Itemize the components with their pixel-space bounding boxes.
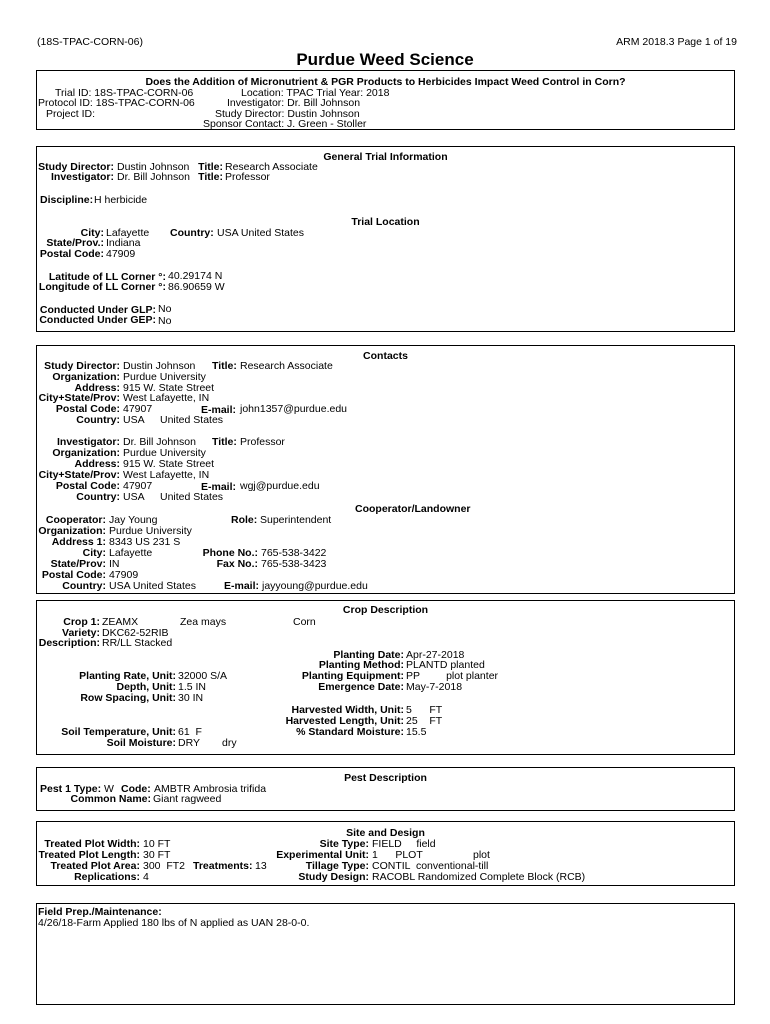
longitude-value: 86.90659 W xyxy=(168,281,225,293)
experimental-unit-desc: plot xyxy=(473,849,490,861)
trial-investigator: Investigator: Dr. Bill Johnson xyxy=(227,97,361,109)
contact-inv-postal-label: Postal Code: xyxy=(55,480,120,492)
harvested-width-value: 5 FT xyxy=(406,704,443,716)
plot-width-label: Treated Plot Width: xyxy=(44,838,140,850)
planting-rate-label: Planting Rate, Unit: xyxy=(79,670,176,682)
contact-inv-email[interactable]: wgj@purdue.edu xyxy=(240,480,320,492)
standard-moisture-label: % Standard Moisture: xyxy=(296,726,404,738)
project-id: Project ID: xyxy=(46,108,96,120)
planting-date-label: Planting Date: xyxy=(333,649,404,661)
variety-label: Variety: xyxy=(62,627,100,639)
postal-label: Postal Code: xyxy=(39,248,104,260)
contact-sd-postal: 47907 xyxy=(123,403,153,415)
contact-sd-country-name: United States xyxy=(160,414,224,426)
coop-name-label: Cooperator: xyxy=(45,514,106,526)
treatments-label: Treatments: xyxy=(193,860,253,872)
contact-sd-name: Dustin Johnson xyxy=(123,360,196,372)
coop-state: IN xyxy=(109,558,120,570)
gep-value: No xyxy=(158,315,172,327)
page-title: Purdue Weed Science xyxy=(296,50,474,69)
soil-moisture-label: Soil Moisture: xyxy=(106,737,176,749)
plot-length-label: Treated Plot Length: xyxy=(38,849,140,861)
contact-sd-city-label: City+State/Prov: xyxy=(38,392,120,404)
investigator-value: Dr. Bill Johnson xyxy=(117,171,190,183)
crop-scientific-name: Zea mays xyxy=(180,616,227,628)
coop-postal: 47909 xyxy=(109,569,139,581)
tillage-label: Tillage Type: xyxy=(305,860,369,872)
pest-type-value: W xyxy=(104,783,114,795)
coop-role-label: Role: xyxy=(231,514,258,526)
contact-inv-country: USA xyxy=(123,491,145,503)
contact-inv-org: Purdue University xyxy=(123,447,206,459)
contact-inv-country-name: United States xyxy=(160,491,224,503)
depth-label: Depth, Unit: xyxy=(116,681,176,693)
contact-inv-title: Professor xyxy=(240,436,285,448)
pest-heading: Pest Description xyxy=(344,772,427,784)
site-type-label: Site Type: xyxy=(319,838,369,850)
soil-moisture-value: DRY xyxy=(178,737,200,749)
contact-sd-addr: 915 W. State Street xyxy=(123,382,215,394)
contact-sd-country-label: Country: xyxy=(76,414,120,426)
contact-sd-title-label: Title: xyxy=(212,360,237,372)
trial-id: Trial ID: 18S-TPAC-CORN-06 xyxy=(55,87,194,99)
field-prep-text: 4/26/18-Farm Applied 180 lbs of N applied as UAN 28-0-0. xyxy=(38,917,310,929)
harvested-length-value: 25 FT xyxy=(406,715,443,727)
crop-common-name: Corn xyxy=(293,616,316,628)
contact-inv-postal: 47907 xyxy=(123,480,153,492)
experimental-unit-value: 1 PLOT xyxy=(372,849,423,861)
coop-postal-label: Postal Code: xyxy=(41,569,106,581)
contact-sd-email[interactable]: john1357@purdue.edu xyxy=(240,403,347,415)
contact-inv-name: Dr. Bill Johnson xyxy=(123,436,196,448)
standard-moisture-value: 15.5 xyxy=(406,726,427,738)
contact-inv-email-label: E-mail: xyxy=(201,481,237,493)
plot-width-value: 10 FT xyxy=(143,838,171,850)
contact-inv-addr-label: Address: xyxy=(74,458,120,470)
contacts-heading: Contacts xyxy=(363,350,408,362)
sd-title-value: Research Associate xyxy=(225,161,318,173)
trial-study-director: Study Director: Dustin Johnson xyxy=(215,108,360,120)
pest-common-value: Giant ragweed xyxy=(153,793,222,805)
soil-temp-value: 61 F xyxy=(178,726,202,738)
longitude-label: Longitude of LL Corner °: xyxy=(38,281,166,293)
country-label: Country: xyxy=(170,227,214,239)
crop-desc-label: Description: xyxy=(38,637,100,649)
row-spacing-label: Row Spacing, Unit: xyxy=(80,692,176,704)
city-value: Lafayette xyxy=(106,227,150,239)
contact-inv-addr: 915 W. State Street xyxy=(123,458,215,470)
sd-title-label: Title: xyxy=(198,161,223,173)
latitude-label: Latitude of LL Corner °: xyxy=(48,271,166,283)
coop-city-label: City: xyxy=(82,547,106,559)
coop-fax: 765-538-3423 xyxy=(261,558,327,570)
general-heading: General Trial Information xyxy=(323,151,448,163)
coop-org-label: Organization: xyxy=(38,525,106,537)
planting-rate-value: 32000 S/A xyxy=(178,670,228,682)
coop-email-label: E-mail: xyxy=(224,580,260,592)
plot-length-value: 30 FT xyxy=(143,849,171,861)
planting-method-value: PLANTD planted xyxy=(406,659,485,671)
planting-date-value: Apr-27-2018 xyxy=(406,649,465,661)
plot-area-value: 300 FT2 xyxy=(143,860,186,872)
trial-sponsor: Sponsor Contact: J. Green - Stoller xyxy=(203,118,367,130)
coop-fax-label: Fax No.: xyxy=(216,558,258,570)
investigator-label: Investigator: xyxy=(50,171,114,183)
row-spacing-value: 30 IN xyxy=(178,692,204,704)
protocol-id: Protocol ID: 18S-TPAC-CORN-06 xyxy=(38,97,195,109)
gep-label: Conducted Under GEP: xyxy=(39,314,156,326)
harvested-length-label: Harvested Length, Unit: xyxy=(285,715,404,727)
emergence-date-label: Emergence Date: xyxy=(318,681,404,693)
contact-inv-org-label: Organization: xyxy=(52,447,120,459)
pest-type-label: Pest 1 Type: xyxy=(40,783,102,795)
discipline-label: Discipline: xyxy=(40,194,94,206)
site-type-value: FIELD field xyxy=(372,838,436,850)
contact-sd-title: Research Associate xyxy=(240,360,333,372)
replications-value: 4 xyxy=(143,871,149,883)
planting-method-label: Planting Method: xyxy=(318,659,404,671)
replications-label: Replications: xyxy=(74,871,140,883)
contact-sd-org-label: Organization: xyxy=(52,371,120,383)
study-director-value: Dustin Johnson xyxy=(117,161,190,173)
coop-addr: 8343 US 231 S xyxy=(109,536,181,548)
study-director-label: Study Director: xyxy=(38,161,114,173)
coop-phone-label: Phone No.: xyxy=(202,547,258,559)
trial-location: Location: TPAC Trial Year: 2018 xyxy=(241,87,390,99)
contact-sd-country: USA xyxy=(123,414,145,426)
coop-city: Lafayette xyxy=(109,547,153,559)
coop-phone: 765-538-3422 xyxy=(261,547,327,559)
state-label: State/Prov.: xyxy=(46,237,104,249)
trial-code: (18S-TPAC-CORN-06) xyxy=(37,36,143,48)
page-number: ARM 2018.3 Page 1 of 19 xyxy=(616,36,737,48)
plot-area-label: Treated Plot Area: xyxy=(50,860,140,872)
soil-moisture-desc: dry xyxy=(222,737,237,749)
coop-country-label: Country: xyxy=(62,580,106,592)
crop-heading: Crop Description xyxy=(342,604,429,616)
glp-label: Conducted Under GLP: xyxy=(39,304,156,316)
postal-value: 47909 xyxy=(106,248,136,260)
crop-code: ZEAMX xyxy=(102,616,139,628)
study-design-label: Study Design: xyxy=(298,871,369,883)
crop-label: Crop 1: xyxy=(63,616,100,628)
contact-sd-email-label: E-mail: xyxy=(201,404,237,416)
latitude-value: 40.29174 N xyxy=(168,270,223,282)
soil-temp-label: Soil Temperature, Unit: xyxy=(61,726,176,738)
coop-country: USA United States xyxy=(109,580,196,592)
contact-inv-country-label: Country: xyxy=(76,491,120,503)
state-value: Indiana xyxy=(106,237,141,249)
variety-value: DKC62-52RIB xyxy=(102,627,169,639)
planting-equipment-label: Planting Equipment: xyxy=(301,670,404,682)
discipline-value: H herbicide xyxy=(94,194,148,206)
coop-state-label: State/Prov: xyxy=(50,558,106,570)
harvested-width-label: Harvested Width, Unit: xyxy=(291,704,404,716)
inv-title-label: Title: xyxy=(198,171,223,183)
coop-addr-label: Address 1: xyxy=(51,536,106,548)
coop-role: Superintendent xyxy=(260,514,332,526)
contact-inv-city-label: City+State/Prov: xyxy=(38,469,120,481)
contact-sd-addr-label: Address: xyxy=(74,382,120,394)
coop-org: Purdue University xyxy=(109,525,192,537)
contact-inv-city: West Lafayette, IN xyxy=(123,469,210,481)
trial-question: Does the Addition of Micronutrient & PGR Products to Herbicides Impact Weed Control in Corn? xyxy=(145,76,626,88)
tillage-value: CONTIL conventional-till xyxy=(372,860,489,872)
contact-sd-label: Study Director: xyxy=(44,360,120,372)
contact-sd-city: West Lafayette, IN xyxy=(123,392,210,404)
country-value: USA United States xyxy=(217,227,304,239)
pest-code-label: Code: xyxy=(121,783,151,795)
depth-value: 1.5 IN xyxy=(178,681,207,693)
planting-equipment-value: PP plot planter xyxy=(406,670,499,682)
study-design-value: RACOBL Randomized Complete Block (RCB) xyxy=(372,871,586,883)
inv-title-value: Professor xyxy=(225,171,270,183)
city-label: City: xyxy=(80,227,104,239)
trial-location-heading: Trial Location xyxy=(351,216,420,228)
emergence-date-value: May-7-2018 xyxy=(406,681,463,693)
glp-value: No xyxy=(158,303,172,315)
site-heading: Site and Design xyxy=(346,827,425,839)
cooperator-heading: Cooperator/Landowner xyxy=(355,503,471,515)
contact-sd-org: Purdue University xyxy=(123,371,206,383)
coop-name: Jay Young xyxy=(109,514,158,526)
crop-desc-value: RR/LL Stacked xyxy=(102,637,173,649)
field-prep-heading: Field Prep./Maintenance: xyxy=(38,906,162,918)
pest-common-label: Common Name: xyxy=(70,793,151,805)
experimental-unit-label: Experimental Unit: xyxy=(276,849,369,861)
treatments-value: 13 xyxy=(255,860,267,872)
pest-code-value: AMBTR Ambrosia trifida xyxy=(154,783,267,795)
contact-inv-label: Investigator: xyxy=(56,436,120,448)
contact-sd-postal-label: Postal Code: xyxy=(55,403,120,415)
coop-email[interactable]: jayyoung@purdue.edu xyxy=(262,580,368,592)
contact-inv-title-label: Title: xyxy=(212,436,237,448)
